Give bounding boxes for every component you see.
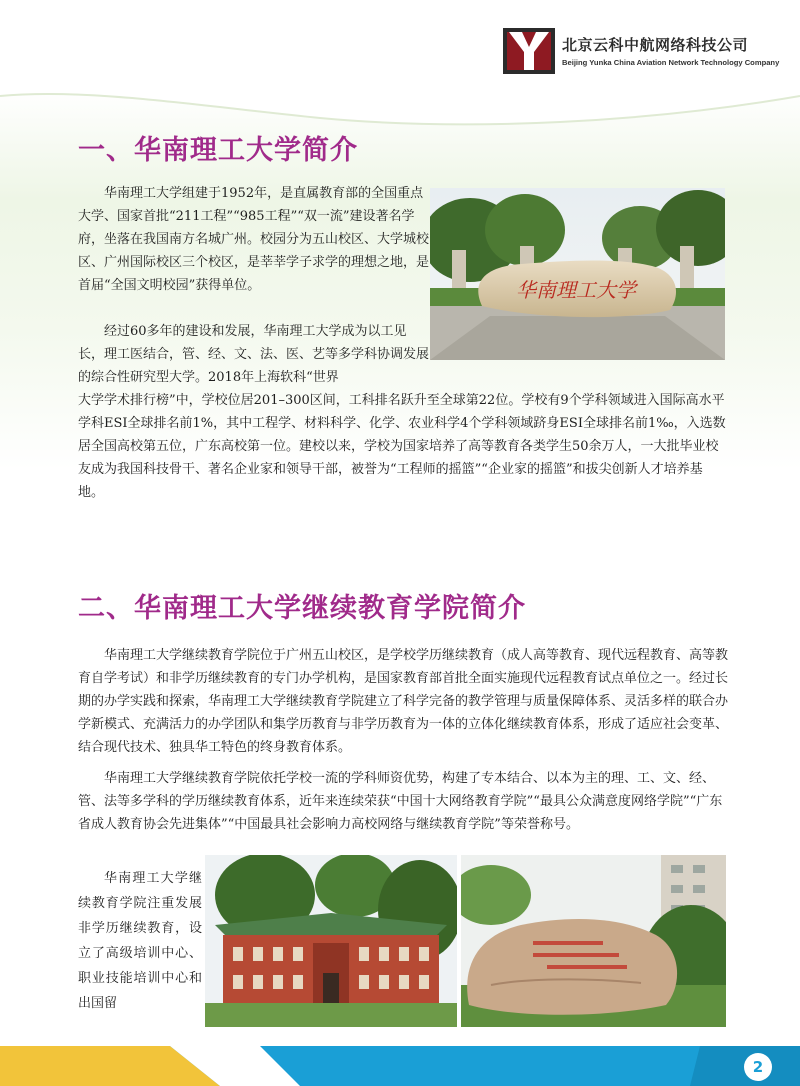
stone-inscription: 华南理工大学 <box>516 278 636 302</box>
college-intro-paragraph-2: 华南理工大学继续教育学院依托学校一流的学科师资优势，构建了专本结合、以本为主的理、工、文、经、管、法等多学科的学历继续教育体系，近年来连续荣获“中国十大网络教育学院”“最具公众满意度网络学院”“广东省成人教育协会先进集体”“中国最具社会影响力高校网络与继续教育学院”等荣誉称号。 <box>78 771 723 832</box>
campus-stone-photo <box>430 188 725 360</box>
university-intro-paragraph-1: 华南理工大学组建于1952年，是直属教育部的全国重点大学、国家首批“211工程”“985工程”“双一流”建设著名学府，坐落在我国南方名城广州。校园分为五山校区、大学城校区、广州国际校区三个校区，是莘莘学子求学的理想之地，是首届“全国文明校园”获得单位。 <box>78 186 430 293</box>
college-rock-garden-photo <box>461 855 726 1027</box>
college-building-photo <box>205 855 457 1027</box>
page-number: 2 <box>744 1053 772 1081</box>
college-intro-paragraph-3: 华南理工大学继续教育学院注重发展非学历继续教育，设立了高级培训中心、职业技能培训中心和出国留 <box>78 871 202 1011</box>
company-name-en: Beijing Yunka China Aviation Network Technology Company <box>562 58 780 67</box>
university-intro-paragraph-2-start: 经过60多年的建设和发展，华南理工大学成为以工见长，理工医结合，管、经、文、法、医、艺等多学科协调发展的综合性研究型大学。2018年上海软科“世界 <box>78 324 430 385</box>
section-title-continuing-education: 二、华南理工大学继续教育学院简介 <box>78 593 526 624</box>
section-title-university: 一、华南理工大学简介 <box>78 135 358 166</box>
company-name-cn: 北京云科中航网络科技公司 <box>562 36 749 54</box>
university-intro-paragraph-2-continued: 大学学术排行榜”中，学校位居201–300区间，工科排名跃升至全球第22位。学校有9个学科领域进入国际高水平学科ESI全球排名前1%，其中工程学、材料科学、化学、农业科学4个学科领域跻身ESI全球排名前1‰，入选数居全国高校第五位，广东高校第一位。建校以来，学校为国家培养了高等教育各类学生50余万人，一大批毕业校友成为我国科技骨干、著名企业家和领导干部，被誉为“工程师的摇篮”“企业家的摇篮”和拔尖创新人才培养基地。 <box>78 393 726 500</box>
footer-wave-band <box>0 1040 800 1086</box>
company-y-logo-icon <box>503 28 555 74</box>
college-intro-paragraph-1: 华南理工大学继续教育学院位于广州五山校区，是学校学历继续教育（成人高等教育、现代远程教育、高等教育自学考试）和非学历继续教育的专门办学机构，是国家教育部首批全面实施现代远程教育试点单位之一。经过长期的办学实践和探索，华南理工大学继续教育学院建立了科学完备的教学管理与质量保障体系、灵活多样的联合办学新模式、充满活力的办学团队和集学历教育与非学历教育为一体的立体化继续教育体系，形成了适应社会变革、结合现代技术、独具华工特色的终身教育体系。 <box>78 648 729 755</box>
